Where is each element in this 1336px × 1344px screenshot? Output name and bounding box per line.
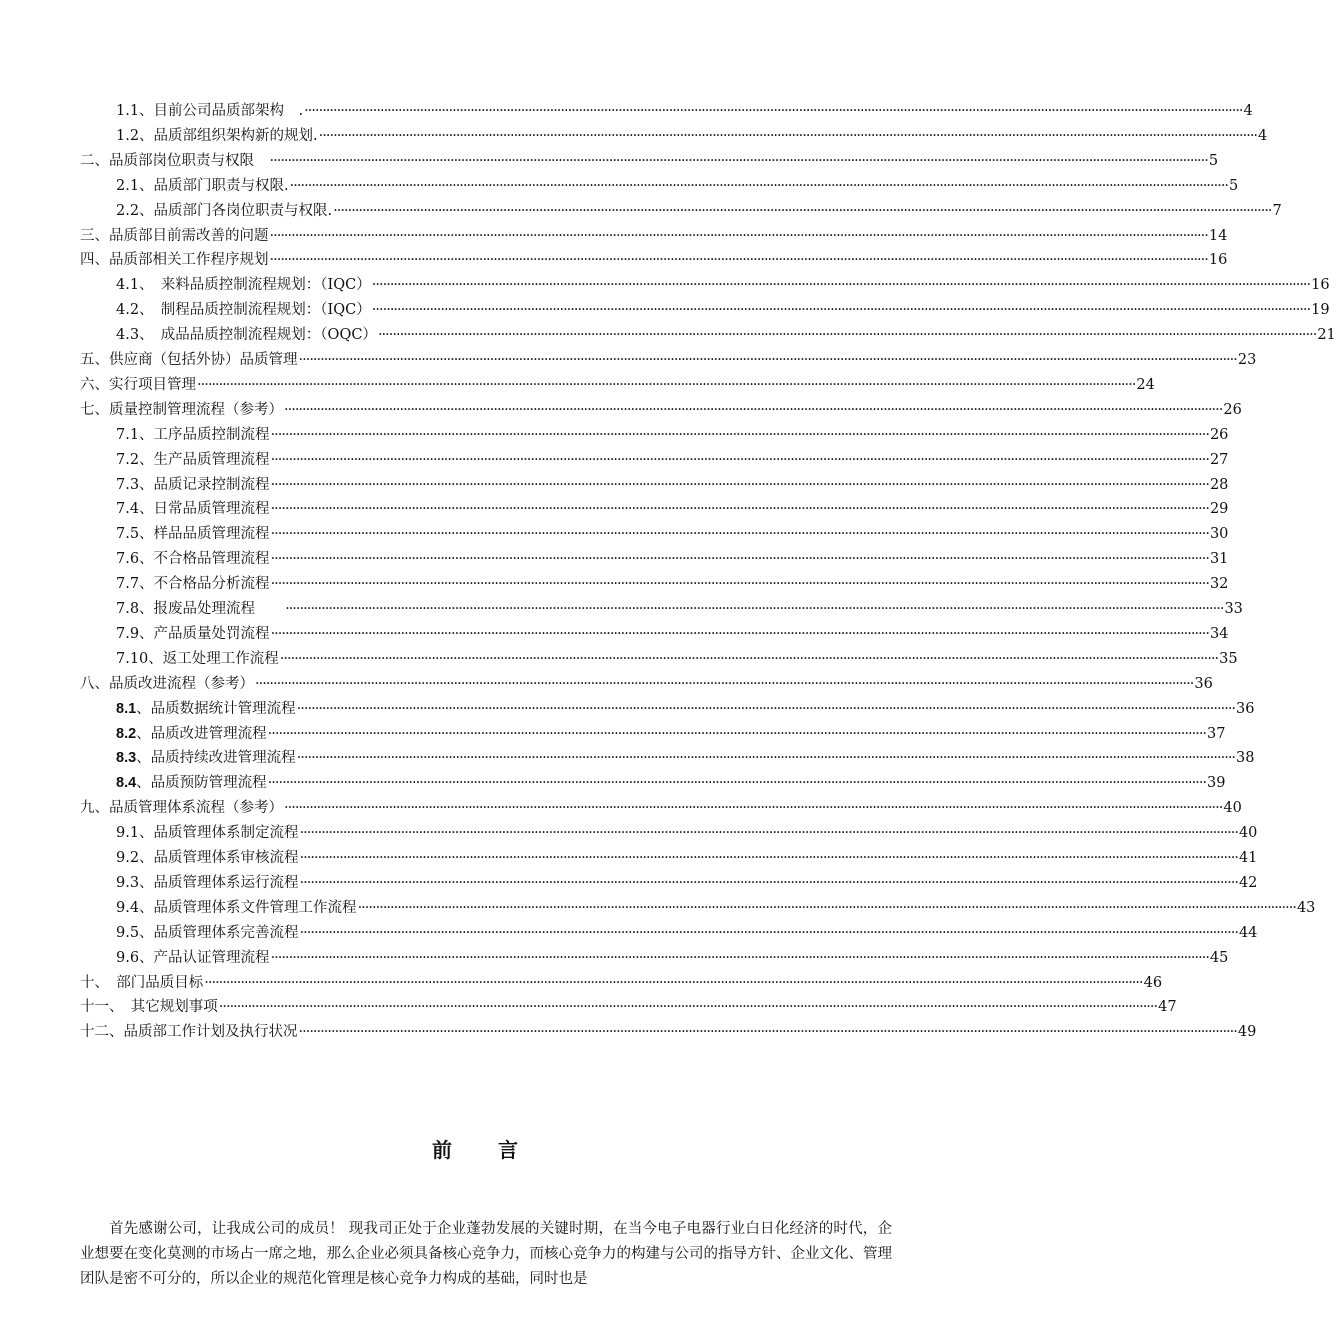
toc-dot-leader: ···································································································································································································································································· (270, 476, 1209, 493)
toc-entry-label: 九、品质管理体系流程（参考） (80, 800, 283, 817)
toc-page-number: 24 (1136, 376, 1155, 393)
toc-entry-label: 1.2、品质部组织架构新的规划. (116, 127, 318, 144)
toc-entry-label: 7.2、生产品质管理流程 (116, 451, 270, 468)
toc-entry-label: 7.10、返工处理工作流程 (116, 650, 279, 667)
toc-page-number: 34 (1209, 625, 1229, 642)
toc-dot-leader: ···································································································································································································································································· (270, 451, 1209, 468)
toc-entry-label: 7.5、样品品质管理流程 (116, 526, 270, 543)
toc-entry-label: 三、品质部目前需改善的问题 (80, 227, 269, 244)
toc-entry-label: 7.9、产品质量处罚流程 (116, 625, 270, 642)
toc-entry[interactable] (116, 598, 1243, 620)
toc-entry[interactable] (116, 747, 1255, 769)
toc-entry[interactable] (116, 922, 1258, 944)
toc-page-number: 36 (1194, 675, 1213, 692)
toc-entry-label: 4.2、 制程品质控制流程规划：（IQC） (116, 302, 371, 319)
toc-page-number: 26 (1223, 401, 1242, 418)
toc-entry-label: 7.8、报废品处理流程 (116, 601, 285, 617)
toc-dot-leader: ···································································································································································································································································· (197, 376, 1136, 393)
toc-dot-leader: ···································································································································································································································································· (285, 601, 1224, 617)
toc-page-number: 16 (1311, 277, 1330, 294)
toc-dot-leader: ···································································································································································································································································· (289, 177, 1229, 194)
toc-entry[interactable] (116, 872, 1258, 894)
toc-entry-label: 二、品质部岗位职责与权限 (80, 152, 269, 169)
toc-entry[interactable] (116, 274, 1330, 296)
toc-entry-label: 4.1、 来料品质控制流程规划：（IQC） (116, 277, 371, 294)
toc-dot-leader: ···································································································································································································································································· (299, 874, 1238, 891)
toc-dot-leader: ···································································································································································································································································· (284, 800, 1223, 817)
toc-page-number: 27 (1209, 451, 1229, 468)
toc-page-number: 41 (1238, 850, 1258, 866)
toc-dot-leader: ···································································································································································································································································· (304, 103, 1243, 119)
toc-entry-label: 9.4、品质管理体系文件管理工作流程 (116, 899, 357, 916)
toc-entry[interactable] (116, 548, 1229, 570)
toc-entry[interactable] (116, 175, 1239, 197)
toc-page-number: 23 (1237, 352, 1257, 368)
toc-page-number: 5 (1208, 152, 1219, 169)
toc-dot-leader: ···································································································································································································································································· (270, 501, 1209, 518)
toc-entry-label: 2.1、品质部门职责与权限. (116, 177, 289, 194)
toc-entry[interactable] (116, 424, 1229, 446)
toc-page-number: 30 (1209, 526, 1229, 543)
toc-page-number: 26 (1209, 426, 1229, 443)
toc-entry[interactable] (116, 698, 1255, 720)
toc-entry[interactable] (80, 996, 1177, 1018)
toc-entry-label: 十、 部门品质目标 (80, 974, 204, 991)
toc-page-number: 37 (1207, 725, 1226, 742)
toc-entry-label: 1.1、目前公司品质部架构 . (116, 103, 304, 119)
toc-page-number: 4 (1258, 127, 1268, 144)
toc-entry-label: 八、品质改进流程（参考） (80, 675, 254, 692)
toc-dot-leader: ···································································································································································································································································· (371, 302, 1311, 319)
toc-entry[interactable] (116, 947, 1229, 969)
toc-page-number: 4 (1243, 103, 1253, 119)
toc-page-number: 47 (1158, 999, 1177, 1016)
toc-page-number: 33 (1224, 601, 1243, 617)
toc-dot-leader: ···································································································································································································································································· (296, 750, 1236, 767)
toc-dot-leader: ···································································································································································································································································· (255, 675, 1194, 692)
toc-dot-leader: ···································································································································································································································································· (299, 850, 1238, 866)
toc-entry-label: 2.2、品质部门各岗位职责与权限. (116, 202, 333, 219)
toc-entry[interactable] (116, 723, 1226, 745)
toc-entry[interactable] (116, 449, 1229, 471)
toc-dot-leader: ···································································································································································································································································· (299, 825, 1238, 842)
toc-page-number: 28 (1209, 476, 1229, 493)
toc-entry[interactable] (80, 249, 1228, 271)
toc-page-number: 21 (1317, 327, 1336, 344)
toc-dot-leader: ···································································································································································································································································· (377, 327, 1317, 344)
toc-page-number: 7 (1272, 202, 1282, 219)
toc-entry[interactable] (80, 673, 1213, 695)
toc-dot-leader: ···································································································································································································································································· (218, 999, 1158, 1016)
toc-page-number: 5 (1229, 177, 1239, 194)
toc-page-number: 35 (1219, 650, 1238, 667)
toc-entry-label: 七、质量控制管理流程（参考） (80, 401, 283, 418)
toc-page-number: 31 (1209, 551, 1229, 568)
toc-entry[interactable] (116, 523, 1229, 545)
toc-entry[interactable] (116, 324, 1336, 346)
toc-dot-leader: ···································································································································································································································································· (269, 227, 1208, 244)
preface-body: 首先感谢公司，让我成公司的成员！ 现我司正处于企业蓬勃发展的关键时期，在当今电子电器行业白日化经济的时代，企业想要在变化莫测的市场占一席之地，那么企业必须具备核心竞争力，而核心竞争力的构建与公司的指导方针、企业文化、管理团队是密不可分的，所以企业的规范化管理是核心竞争力构成的基础，同时也是 (80, 1221, 892, 1287)
toc-page-number: 40 (1238, 825, 1258, 842)
toc-page-number: 14 (1208, 227, 1228, 244)
toc-dot-leader: ···································································································································································································································································· (270, 426, 1209, 443)
toc-entry[interactable] (116, 100, 1253, 122)
toc-page-number: 49 (1237, 1024, 1257, 1041)
toc-entry-label: 9.6、产品认证管理流程 (116, 949, 270, 966)
toc-dot-leader: ···································································································································································································································································· (279, 650, 1219, 667)
toc-entry-label: 8.1、品质数据统计管理流程 (116, 700, 296, 717)
toc-page-number: 40 (1223, 800, 1242, 817)
toc-entry[interactable] (80, 374, 1155, 396)
toc-entry[interactable] (116, 299, 1330, 321)
toc-entry[interactable] (116, 125, 1268, 147)
toc-dot-leader: ···································································································································································································································································· (296, 700, 1236, 717)
toc-dot-leader: ···································································································································································································································································· (299, 924, 1238, 941)
toc-entry[interactable] (116, 474, 1229, 496)
toc-dot-leader: ···································································································································································································································································· (284, 401, 1223, 418)
toc-dot-leader: ···································································································································································································································································· (267, 775, 1207, 792)
toc-entry-label: 7.7、不合格品分析流程 (116, 576, 270, 593)
toc-dot-leader: ···································································································································································································································································· (270, 551, 1209, 568)
toc-entry-label: 六、实行项目管理 (80, 376, 196, 393)
toc-entry-label: 4.3、 成品品质控制流程规划：（OQC） (116, 327, 377, 344)
toc-page-number: 16 (1208, 252, 1228, 269)
toc-entry-label: 8.4、品质预防管理流程 (116, 775, 267, 792)
toc-entry-label: 十二、品质部工作计划及执行状况 (80, 1024, 298, 1041)
toc-entry[interactable] (116, 623, 1229, 645)
toc-entry-label: 9.5、品质管理体系完善流程 (116, 924, 299, 941)
toc-dot-leader: ···································································································································································································································································· (270, 576, 1209, 593)
toc-page-number: 45 (1209, 949, 1229, 966)
toc-dot-leader: ···································································································································································································································································· (204, 974, 1143, 991)
toc-dot-leader: ···································································································································································································································································· (357, 899, 1296, 916)
toc-dot-leader: ···································································································································································································································································· (371, 277, 1311, 294)
toc-entry[interactable] (116, 573, 1229, 595)
toc-entry[interactable] (80, 225, 1228, 247)
toc-entry[interactable] (116, 498, 1229, 520)
toc-page-number: 19 (1311, 302, 1330, 319)
toc-dot-leader: ···································································································································································································································································· (318, 127, 1258, 144)
toc-page-number: 32 (1209, 576, 1229, 593)
toc-entry[interactable] (116, 648, 1238, 670)
toc-entry-label: 9.2、品质管理体系审核流程 (116, 850, 299, 866)
toc-dot-leader: ···································································································································································································································································· (270, 949, 1209, 966)
toc-entry[interactable] (116, 772, 1226, 794)
toc-page-number: 39 (1207, 775, 1226, 792)
toc-entry-label: 8.3、品质持续改进管理流程 (116, 750, 296, 767)
toc-entry-label: 四、品质部相关工作程序规划 (80, 252, 269, 269)
toc-dot-leader: ···································································································································································································································································· (298, 352, 1237, 368)
toc-dot-leader: ···································································································································································································································································· (269, 152, 1208, 169)
toc-entry-label: 7.1、工序品质控制流程 (116, 426, 270, 443)
toc-entry[interactable] (80, 972, 1163, 994)
toc-page-number: 29 (1209, 501, 1229, 518)
toc-page-number: 42 (1238, 874, 1258, 891)
toc-page-number: 36 (1236, 700, 1255, 717)
toc-dot-leader: ···································································································································································································································································· (333, 202, 1272, 219)
toc-entry[interactable] (116, 822, 1258, 844)
toc-entry-label: 9.3、品质管理体系运行流程 (116, 874, 299, 891)
toc-entry[interactable] (80, 150, 1219, 172)
toc-entry-label: 9.1、品质管理体系制定流程 (116, 825, 299, 842)
toc-dot-leader: ···································································································································································································································································· (270, 625, 1209, 642)
toc-page-number: 46 (1143, 974, 1163, 991)
toc-entry-label: 7.4、日常品质管理流程 (116, 501, 270, 518)
toc-dot-leader: ···································································································································································································································································· (270, 526, 1209, 543)
toc-entry-label: 7.3、品质记录控制流程 (116, 476, 270, 493)
toc-entry-label: 8.2、品质改进管理流程 (116, 725, 267, 742)
toc-entry[interactable] (80, 1021, 1257, 1043)
toc-page-number: 38 (1236, 750, 1255, 767)
toc-entry-label: 十一、 其它规划事项 (80, 999, 218, 1016)
toc-entry[interactable] (116, 897, 1316, 919)
toc-entry[interactable] (80, 797, 1242, 819)
toc-entry-label: 五、供应商（包括外协）品质管理 (80, 352, 298, 368)
toc-page-number: 44 (1238, 924, 1258, 941)
toc-dot-leader: ···································································································································································································································································· (298, 1024, 1237, 1041)
toc-dot-leader: ···································································································································································································································································· (267, 725, 1207, 742)
toc-entry[interactable] (80, 399, 1242, 421)
toc-entry[interactable] (116, 200, 1282, 222)
toc-dot-leader: ···································································································································································································································································· (269, 252, 1208, 269)
toc-page-number: 43 (1296, 899, 1316, 916)
toc-entry-label: 7.6、不合格品管理流程 (116, 551, 270, 568)
toc-entry[interactable] (80, 349, 1257, 371)
preface-title: 前言 (432, 1138, 564, 1162)
toc-entry[interactable] (116, 847, 1258, 869)
